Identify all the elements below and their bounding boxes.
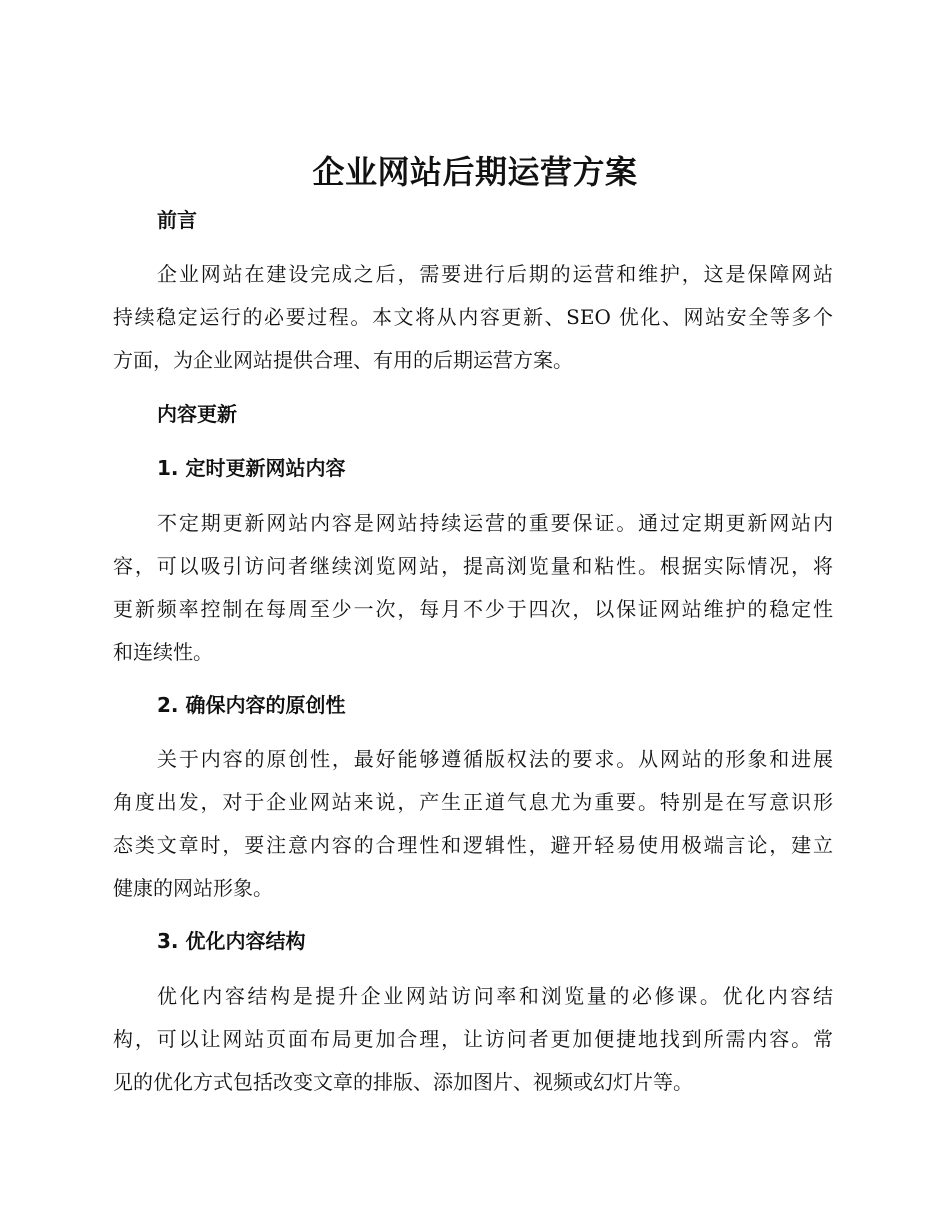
paragraph-line: 态类文章时，要注意内容的合理性和逻辑性，避开轻易使用极端言论，建立 [113, 833, 833, 857]
paragraph-line: 角度出发，对于企业网站来说，产生正道气息尤为重要。特别是在写意识形 [113, 790, 833, 814]
paragraph-subsection-2 [113, 738, 833, 910]
paragraph-subsection-1 [113, 502, 833, 674]
paragraph-subsection-3 [113, 975, 833, 1104]
document-title: 企业网站后期运营方案 [312, 153, 638, 191]
paragraph-line: 持续稳定运行的必要过程。本文将从内容更新、SEO 优化、网站安全等多个 [113, 305, 833, 329]
paragraph-line: 企业网站在建设完成之后，需要进行后期的运营和维护，这是保障网站 [157, 262, 833, 286]
paragraph-line: 方面，为企业网站提供合理、有用的后期运营方案。 [113, 348, 573, 372]
paragraph-line: 关于内容的原创性，最好能够遵循版权法的要求。从网站的形象和进展 [157, 747, 833, 771]
paragraph-line: 健康的网站形象。 [113, 876, 273, 900]
subsection-heading-2: 2. 确保内容的原创性 [157, 693, 346, 717]
paragraph-line: 容，可以吸引访问者继续浏览网站，提高浏览量和粘性。根据实际情况，将 [113, 554, 833, 578]
paragraph-line: 构，可以让网站页面布局更加合理，让访问者更加便捷地找到所需内容。常 [113, 1027, 833, 1051]
paragraph-line: 不定期更新网站内容是网站持续运营的重要保证。通过定期更新网站内 [157, 511, 833, 535]
section-heading-preface: 前言 [157, 208, 197, 232]
paragraph-line: 见的优化方式包括改变文章的排版、添加图片、视频或幻灯片等。 [113, 1070, 693, 1094]
paragraph-line: 优化内容结构是提升企业网站访问率和浏览量的必修课。优化内容结 [157, 984, 833, 1008]
paragraph-line: 和连续性。 [113, 640, 213, 664]
subsection-heading-1: 1. 定时更新网站内容 [157, 456, 346, 480]
paragraph-preface [113, 253, 833, 382]
section-heading-content-update: 内容更新 [157, 402, 237, 426]
subsection-heading-3: 3. 优化内容结构 [157, 929, 306, 953]
paragraph-line: 更新频率控制在每周至少一次，每月不少于四次，以保证网站维护的稳定性 [113, 597, 833, 621]
